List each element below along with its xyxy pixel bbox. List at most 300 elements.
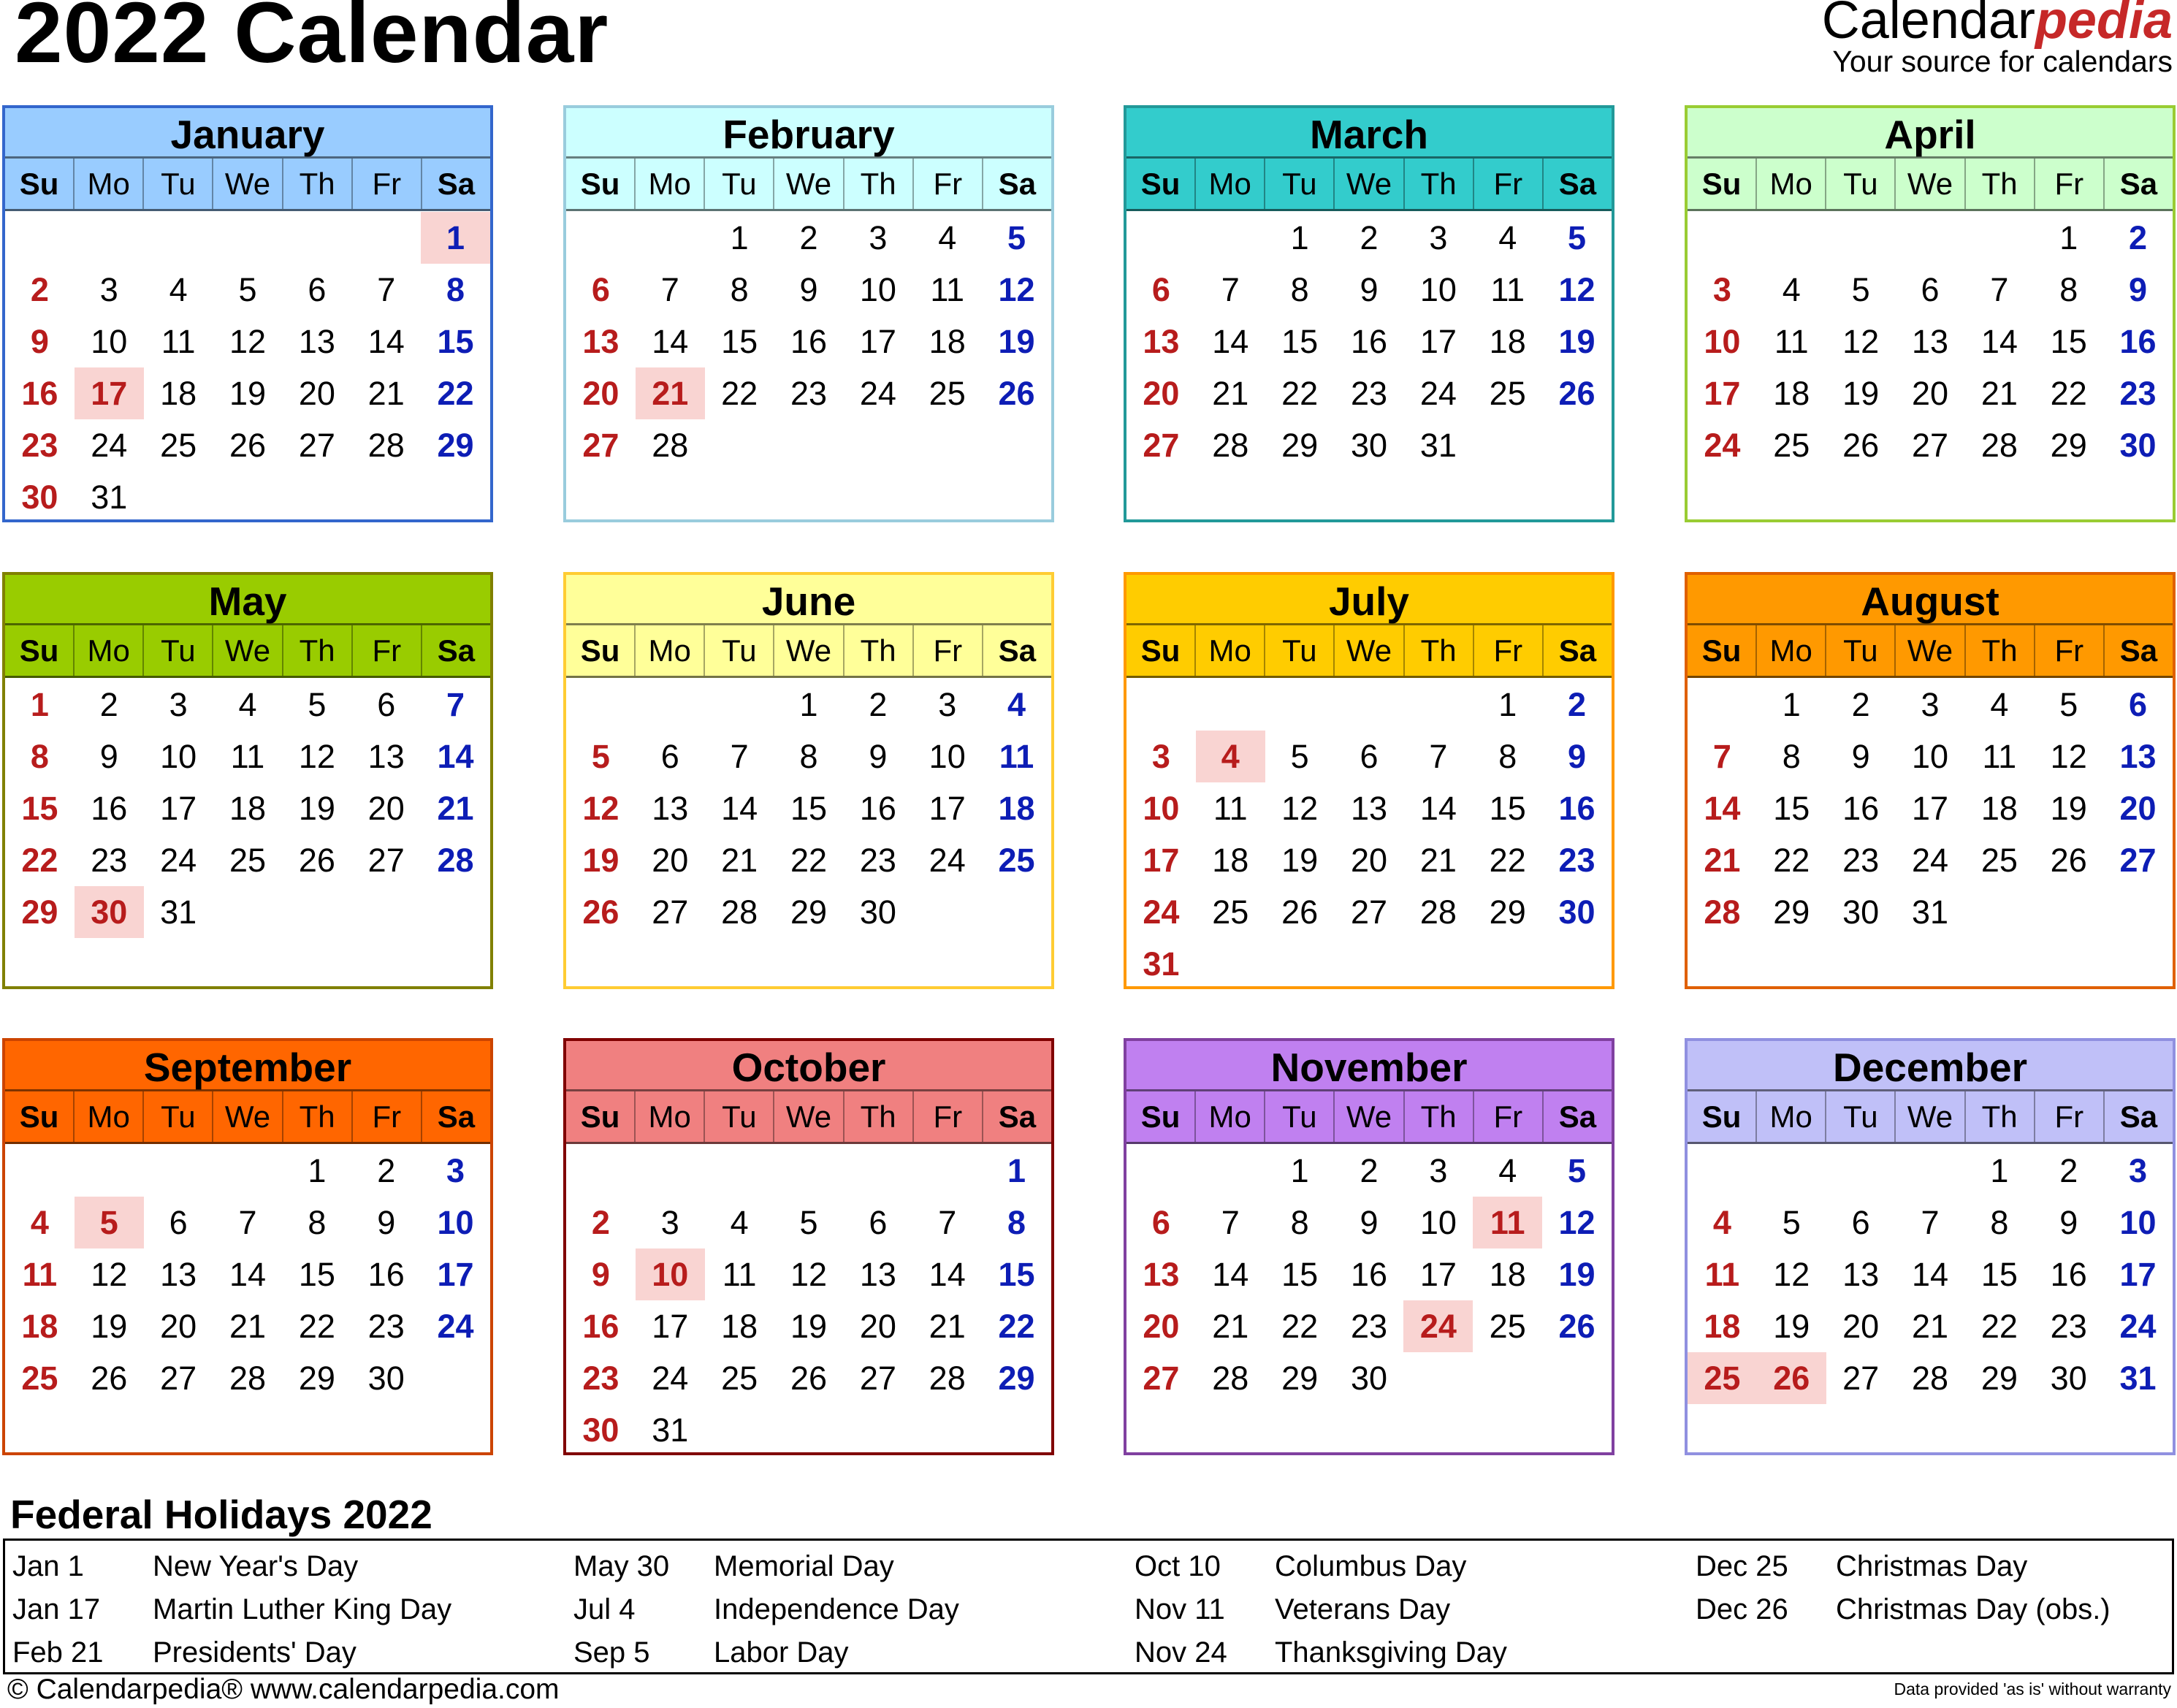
day-cell: 16 (2050, 1256, 2087, 1293)
weekday-label: Mo (1196, 159, 1265, 209)
weekday-label: We (774, 1091, 844, 1142)
day-cell: 6 (1851, 1204, 1870, 1241)
day-cell: 26 (998, 375, 1035, 412)
day-cell: 31 (2119, 1360, 2157, 1397)
day-cell: 11 (930, 271, 965, 308)
weekday-label: Su (1126, 1091, 1196, 1142)
day-cell: 21 (721, 842, 758, 879)
brand-name (1821, 0, 2173, 50)
day-cell: 8 (446, 271, 465, 308)
day-cell: 13 (652, 790, 689, 827)
day-cell: 25 (21, 1360, 58, 1397)
day-cell: 26 (91, 1360, 128, 1397)
empty-cell (1688, 212, 1757, 264)
weekday-label: Tu (705, 625, 774, 676)
weekday-label: Su (1126, 625, 1196, 676)
day-cell: 8 (1290, 1204, 1309, 1241)
day-cell: 13 (859, 1256, 896, 1293)
month-january (2, 105, 493, 522)
day-cell: 22 (790, 842, 828, 879)
day-cell: 1 (2059, 219, 2078, 256)
holiday-column (8, 1545, 563, 1674)
weekday-label: Su (5, 1091, 75, 1142)
day-cell: 14 (929, 1256, 966, 1293)
day-grid (1688, 1145, 2173, 1404)
weekday-label: Fr (914, 159, 983, 209)
day-cell: 10 (437, 1204, 474, 1241)
day-cell: 25 (1980, 842, 2018, 879)
holiday-date: Jan 1 (12, 1550, 84, 1582)
day-cell: 12 (298, 738, 335, 775)
weekday-label: Tu (1826, 159, 1896, 209)
day-cell: 17 (1704, 375, 1741, 412)
day-cell: 31 (1911, 893, 1949, 931)
empty-cell (1826, 1145, 1896, 1197)
day-cell: 22 (1980, 1308, 2018, 1345)
empty-cell (912, 1145, 982, 1197)
day-cell: 7 (1429, 738, 1448, 775)
day-cell: 18 (721, 1308, 758, 1345)
brand-logo[interactable] (1822, 0, 2173, 77)
weekday-label: We (774, 625, 844, 676)
day-cell: 20 (298, 375, 335, 412)
weekday-label: Th (283, 625, 353, 676)
day-grid (5, 212, 490, 523)
empty-cell (1196, 679, 1265, 731)
day-cell: 8 (1290, 271, 1309, 308)
holiday-date: Dec 26 (1696, 1593, 1788, 1625)
day-cell: 11 (722, 1256, 757, 1293)
day-grid (566, 679, 1051, 938)
day-cell: 25 (929, 375, 966, 412)
day-cell: 17 (859, 323, 896, 360)
holiday-name: Christmas Day (obs.) (1836, 1593, 2111, 1625)
day-cell: 6 (591, 271, 610, 308)
day-cell: 10 (2119, 1204, 2157, 1241)
day-cell: 5 (1568, 219, 1587, 256)
holiday-date: Nov 24 (1135, 1636, 1227, 1669)
day-cell: 18 (229, 790, 267, 827)
day-cell: 23 (21, 427, 58, 464)
day-cell: 14 (437, 738, 474, 775)
day-cell: 3 (869, 219, 888, 256)
month-name: August (1688, 575, 2173, 625)
weekday-label: Tu (144, 1091, 213, 1142)
day-cell: 10 (1704, 323, 1741, 360)
day-cell: 25 (1212, 893, 1249, 931)
day-grid (5, 679, 490, 938)
day-cell: 28 (229, 1360, 267, 1397)
day-cell: 14 (721, 790, 758, 827)
weekday-label: Mo (75, 159, 144, 209)
day-cell: 14 (229, 1256, 267, 1293)
day-cell: 14 (1419, 790, 1457, 827)
day-cell: 28 (721, 893, 758, 931)
day-cell: 29 (1281, 1360, 1319, 1397)
weekday-label: Tu (1265, 159, 1335, 209)
day-cell: 10 (929, 738, 966, 775)
day-cell: 20 (1350, 842, 1388, 879)
day-cell: 4 (938, 219, 957, 256)
day-cell: 1 (308, 1152, 327, 1189)
month-name: October (566, 1041, 1051, 1091)
day-cell: 20 (859, 1308, 896, 1345)
day-cell: 5 (1568, 1152, 1587, 1189)
day-grid (566, 212, 1051, 471)
day-cell: 4 (238, 686, 257, 723)
weekday-label: Th (1405, 1091, 1474, 1142)
month-february (563, 105, 1054, 522)
day-cell: 29 (1980, 1360, 2018, 1397)
month-november (1124, 1038, 1614, 1455)
weekday-label: Tu (144, 159, 213, 209)
day-cell: 25 (1489, 375, 1526, 412)
day-cell: 31 (652, 1411, 689, 1449)
empty-cell (705, 1145, 774, 1197)
empty-cell (1196, 1145, 1265, 1197)
day-cell: 26 (2050, 842, 2087, 879)
day-cell: 18 (1489, 323, 1526, 360)
empty-cell (566, 212, 636, 264)
day-cell: 29 (790, 893, 828, 931)
weekday-label: We (213, 1091, 283, 1142)
day-cell: 24 (1419, 375, 1457, 412)
day-cell: 13 (1350, 790, 1388, 827)
day-cell: 1 (730, 219, 749, 256)
holiday-day-cell: 17 (75, 367, 144, 419)
empty-cell (566, 1145, 636, 1197)
holiday-day-cell: 1 (421, 212, 490, 264)
weekday-label: Mo (1757, 159, 1826, 209)
weekday-label: Sa (437, 167, 476, 201)
day-cell: 20 (1911, 375, 1949, 412)
day-cell: 7 (1921, 1204, 1940, 1241)
weekday-label: Mo (636, 625, 705, 676)
day-cell: 23 (582, 1360, 619, 1397)
day-cell: 14 (1980, 323, 2018, 360)
holiday-day-cell: 10 (636, 1248, 705, 1300)
day-cell: 21 (1419, 842, 1457, 879)
weekday-label: Su (5, 159, 75, 209)
day-cell: 2 (869, 686, 888, 723)
weekday-label: Sa (998, 167, 1037, 201)
day-cell: 27 (1842, 1360, 1880, 1397)
holidays-title: Federal Holidays 2022 (10, 1492, 432, 1537)
day-cell: 30 (367, 1360, 405, 1397)
day-cell: 2 (1360, 1152, 1379, 1189)
day-cell: 12 (1281, 790, 1319, 827)
day-cell: 23 (859, 842, 896, 879)
holiday-day-cell: 25 (1688, 1352, 1757, 1404)
holiday-name: Presidents' Day (153, 1636, 357, 1669)
month-august (1685, 572, 2176, 989)
day-cell: 12 (1558, 1204, 1595, 1241)
holiday-row (1130, 1588, 1685, 1631)
weekday-label: We (774, 159, 844, 209)
day-cell: 4 (1782, 271, 1801, 308)
holiday-name: Veterans Day (1275, 1593, 1451, 1625)
day-cell: 7 (730, 738, 749, 775)
day-cell: 5 (1007, 219, 1026, 256)
weekday-header (1688, 1091, 2173, 1144)
day-grid (5, 1145, 490, 1404)
day-cell: 16 (367, 1256, 405, 1293)
holiday-row (569, 1631, 1124, 1674)
weekday-label: Fr (353, 159, 422, 209)
day-cell: 12 (1773, 1256, 1810, 1293)
day-cell: 27 (160, 1360, 197, 1397)
weekday-label: Mo (75, 625, 144, 676)
day-cell: 8 (30, 738, 49, 775)
weekday-label: Tu (1265, 625, 1335, 676)
day-cell: 10 (859, 271, 896, 308)
day-cell: 22 (1281, 375, 1319, 412)
day-cell: 1 (799, 686, 818, 723)
day-cell: 24 (929, 842, 966, 879)
weekday-label: Fr (353, 625, 422, 676)
day-cell: 10 (1419, 271, 1457, 308)
holiday-date: Dec 25 (1696, 1550, 1788, 1582)
holiday-date: Jan 17 (12, 1593, 101, 1625)
month-september (2, 1038, 493, 1455)
day-cell: 16 (1350, 1256, 1388, 1293)
day-cell: 18 (1980, 790, 2018, 827)
month-name: July (1126, 575, 1612, 625)
day-cell: 15 (1281, 1256, 1319, 1293)
day-cell: 19 (298, 790, 335, 827)
day-cell: 2 (799, 219, 818, 256)
holiday-day-cell: 11 (1473, 1197, 1542, 1248)
day-cell: 24 (437, 1308, 474, 1345)
weekday-label: Th (283, 159, 353, 209)
empty-cell (843, 1145, 912, 1197)
day-cell: 29 (437, 427, 474, 464)
holiday-date: May 30 (573, 1550, 670, 1582)
day-cell: 7 (377, 271, 396, 308)
day-cell: 30 (1350, 427, 1388, 464)
day-cell: 13 (367, 738, 405, 775)
day-cell: 25 (229, 842, 267, 879)
day-cell: 21 (1704, 842, 1741, 879)
weekday-label: We (1896, 1091, 1965, 1142)
day-cell: 15 (790, 790, 828, 827)
month-name: March (1126, 108, 1612, 159)
weekday-label: Fr (2035, 159, 2105, 209)
day-cell: 18 (929, 323, 966, 360)
day-cell: 19 (790, 1308, 828, 1345)
day-cell: 29 (21, 893, 58, 931)
day-cell: 15 (1980, 1256, 2018, 1293)
weekday-header (566, 1091, 1051, 1144)
day-cell: 5 (308, 686, 327, 723)
month-name: December (1688, 1041, 2173, 1091)
empty-cell (705, 679, 774, 731)
day-cell: 8 (2059, 271, 2078, 308)
weekday-label: Sa (437, 1099, 476, 1134)
holiday-row (8, 1545, 563, 1588)
day-cell: 24 (1704, 427, 1741, 464)
day-cell: 16 (1350, 323, 1388, 360)
day-cell: 12 (582, 790, 619, 827)
weekday-label: Sa (1558, 633, 1597, 668)
weekday-label: Sa (2119, 1099, 2158, 1134)
day-cell: 24 (1143, 893, 1180, 931)
day-cell: 25 (1773, 427, 1810, 464)
month-april (1685, 105, 2176, 522)
weekday-label: Su (5, 625, 75, 676)
day-cell: 5 (238, 271, 257, 308)
empty-cell (1126, 212, 1196, 264)
weekday-label: Su (1688, 625, 1757, 676)
day-cell: 19 (1558, 1256, 1595, 1293)
day-cell: 16 (582, 1308, 619, 1345)
weekday-label: Tu (705, 159, 774, 209)
day-cell: 9 (1360, 1204, 1379, 1241)
holiday-row (8, 1631, 563, 1674)
day-cell: 19 (2050, 790, 2087, 827)
day-cell: 27 (1143, 427, 1180, 464)
day-cell: 23 (1842, 842, 1880, 879)
day-grid (1126, 1145, 1612, 1404)
day-cell: 10 (1419, 1204, 1457, 1241)
day-cell: 29 (1773, 893, 1810, 931)
month-name: April (1688, 108, 2173, 159)
day-cell: 18 (1704, 1308, 1741, 1345)
day-grid (566, 1145, 1051, 1456)
month-name: June (566, 575, 1051, 625)
day-cell: 10 (1911, 738, 1949, 775)
weekday-label: Fr (1474, 159, 1544, 209)
weekday-label: Th (1966, 625, 2035, 676)
day-cell: 6 (169, 1204, 188, 1241)
day-cell: 30 (21, 479, 58, 516)
empty-cell (1335, 679, 1404, 731)
day-cell: 13 (1842, 1256, 1880, 1293)
weekday-label: Fr (914, 625, 983, 676)
weekday-label: Fr (2035, 1091, 2105, 1142)
weekday-header (1126, 625, 1612, 678)
day-cell: 15 (21, 790, 58, 827)
day-cell: 1 (1007, 1152, 1026, 1189)
holiday-day-cell: 4 (1196, 731, 1265, 782)
day-cell: 19 (1842, 375, 1880, 412)
day-cell: 21 (1212, 375, 1249, 412)
day-cell: 6 (869, 1204, 888, 1241)
day-cell: 13 (582, 323, 619, 360)
weekday-label: Sa (1558, 1099, 1597, 1134)
weekday-label: Mo (75, 1091, 144, 1142)
day-cell: 11 (1490, 271, 1525, 308)
day-cell: 11 (161, 323, 196, 360)
day-cell: 15 (1489, 790, 1526, 827)
day-cell: 11 (1982, 738, 2017, 775)
day-cell: 19 (1281, 842, 1319, 879)
day-cell: 6 (1151, 1204, 1170, 1241)
day-cell: 7 (660, 271, 679, 308)
day-cell: 31 (1143, 945, 1180, 983)
day-cell: 16 (1558, 790, 1595, 827)
day-cell: 2 (2059, 1152, 2078, 1189)
day-cell: 6 (308, 271, 327, 308)
day-cell: 12 (91, 1256, 128, 1293)
day-cell: 24 (1911, 842, 1949, 879)
day-cell: 9 (377, 1204, 396, 1241)
empty-cell (1688, 679, 1757, 731)
day-cell: 23 (1350, 1308, 1388, 1345)
day-cell: 17 (160, 790, 197, 827)
weekday-label: Sa (2119, 167, 2158, 201)
empty-cell (1826, 212, 1896, 264)
weekday-header (1688, 159, 2173, 211)
day-cell: 2 (1568, 686, 1587, 723)
day-cell: 3 (1921, 686, 1940, 723)
day-cell: 27 (298, 427, 335, 464)
day-cell: 28 (652, 427, 689, 464)
day-cell: 17 (1419, 323, 1457, 360)
day-cell: 13 (1143, 323, 1180, 360)
day-cell: 27 (1911, 427, 1949, 464)
day-cell: 18 (160, 375, 197, 412)
day-cell: 13 (298, 323, 335, 360)
day-cell: 23 (1350, 375, 1388, 412)
day-cell: 21 (1212, 1308, 1249, 1345)
month-october (563, 1038, 1054, 1455)
day-cell: 12 (229, 323, 267, 360)
weekday-header (566, 625, 1051, 678)
day-cell: 26 (229, 427, 267, 464)
weekday-label: Sa (437, 633, 476, 668)
weekday-header (566, 159, 1051, 211)
day-cell: 2 (1360, 219, 1379, 256)
day-cell: 25 (721, 1360, 758, 1397)
day-cell: 3 (1429, 1152, 1448, 1189)
holiday-row (1691, 1588, 2177, 1631)
day-cell: 3 (660, 1204, 679, 1241)
weekday-label: Th (1405, 159, 1474, 209)
day-cell: 17 (1419, 1256, 1457, 1293)
day-cell: 14 (1212, 323, 1249, 360)
day-cell: 11 (1774, 323, 1809, 360)
day-cell: 31 (1419, 427, 1457, 464)
month-june (563, 572, 1054, 989)
holiday-row (569, 1545, 1124, 1588)
day-cell: 1 (1498, 686, 1517, 723)
month-december (1685, 1038, 2176, 1455)
empty-cell (1196, 212, 1265, 264)
holidays-table (3, 1539, 2174, 1674)
day-cell: 19 (91, 1308, 128, 1345)
day-grid (1126, 679, 1612, 990)
day-cell: 15 (298, 1256, 335, 1293)
day-cell: 4 (1990, 686, 2009, 723)
empty-cell (1126, 1145, 1196, 1197)
day-cell: 3 (938, 686, 957, 723)
day-cell: 12 (1558, 271, 1595, 308)
holiday-column (1691, 1545, 2177, 1631)
weekday-label: Mo (636, 159, 705, 209)
day-cell: 27 (652, 893, 689, 931)
holiday-day-cell: 24 (1403, 1300, 1473, 1352)
day-cell: 17 (1143, 842, 1180, 879)
brand-name-main: Calendar (1821, 0, 2035, 50)
day-cell: 15 (1773, 790, 1810, 827)
day-cell: 28 (367, 427, 405, 464)
day-cell: 14 (1704, 790, 1741, 827)
day-cell: 14 (367, 323, 405, 360)
weekday-label: Th (845, 159, 914, 209)
day-cell: 7 (938, 1204, 957, 1241)
day-cell: 10 (160, 738, 197, 775)
